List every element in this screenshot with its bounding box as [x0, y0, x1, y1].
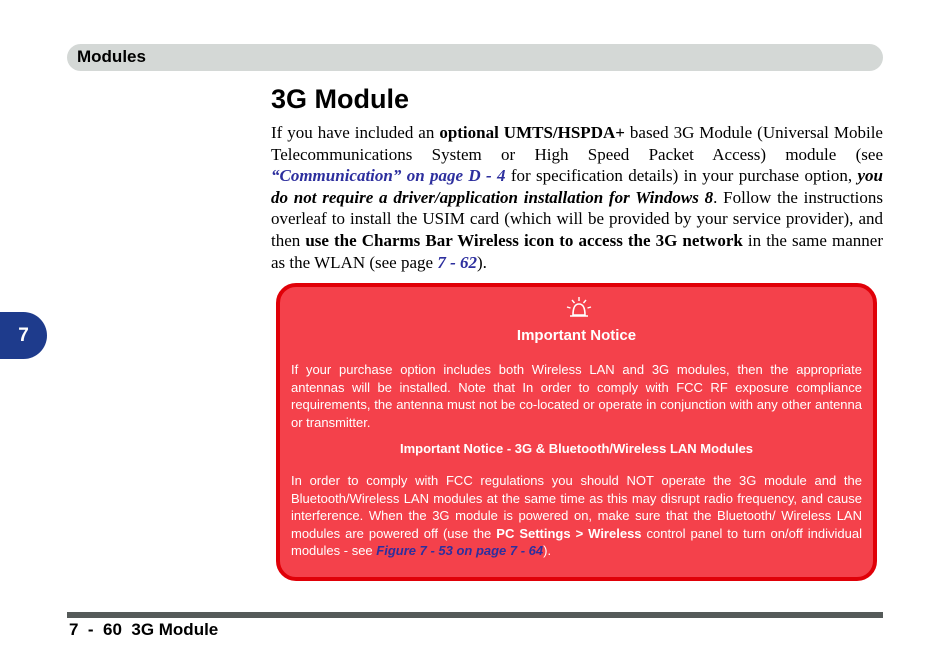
body-text: ).: [477, 252, 487, 272]
figure-link[interactable]: Figure 7 - 53 on page 7 - 64: [376, 543, 544, 559]
header-bar: [67, 44, 883, 71]
notice-paragraph: If your purchase option includes both Wireless LAN and 3G modules, then the appropriate antennas will be installed. Note that In order to comply with FCC RF exposure compliance requirements, the antenna must not be co-located or operate in conjunction with any other antenna or transmitter.: [291, 362, 862, 430]
notice-title: Important Notice: [516, 327, 637, 344]
footer-rule: [67, 612, 883, 618]
footer-page-label: 7 - 60 3G Module: [69, 620, 219, 639]
body-text: . Follow the instructions overleaf to install the USIM card (which will be provided by your service provider), and then: [271, 187, 884, 250]
body-emphasis: optional UMTS/HSPDA+: [439, 123, 625, 142]
body-text: for specification details) in your purchase option,: [505, 166, 858, 186]
notice-paragraph-2: [291, 472, 862, 560]
page-link[interactable]: 7 - 62: [437, 252, 477, 272]
body-emphasis: you do not require a driver/application installation for Windows 8: [271, 166, 883, 207]
section-body: [271, 122, 883, 273]
notice-text: ).: [543, 543, 552, 559]
notice-subtitle: Important Notice - 3G & Bluetooth/Wireless LAN Modules: [399, 441, 754, 456]
important-notice-box: [276, 283, 877, 581]
body-emphasis: use the Charms Bar Wireless icon to access the 3G network: [305, 230, 743, 250]
body-text: in the same manner as the WLAN (see page: [271, 230, 883, 272]
communication-link[interactable]: “Communication” on page D - 4: [271, 166, 506, 186]
body-text: If you have included an: [271, 123, 440, 142]
body-text: based 3G Module (Universal Mobile Telecommunications System or High Speed Packet Access) module (see: [271, 123, 883, 164]
section-heading: 3G Module: [271, 84, 410, 114]
chapter-number: 7: [18, 324, 29, 346]
chapter-tab[interactable]: [0, 312, 47, 359]
notice-text: control panel to turn on/off individual modules - see: [291, 525, 862, 559]
notice-emphasis: PC Settings > Wireless: [496, 525, 642, 541]
header-title: Modules: [77, 47, 146, 66]
notice-text: In order to comply with FCC regulations you should NOT operate the 3G module and the Bluetooth/Wireless LAN modules at the same time as this may disrupt radio frequency, and cause interference. When the 3G module is powered on, make sure that the Bluetooth/ Wireless LAN modules are powered off (use the: [291, 473, 862, 541]
alarm-bell-icon: [564, 295, 594, 321]
